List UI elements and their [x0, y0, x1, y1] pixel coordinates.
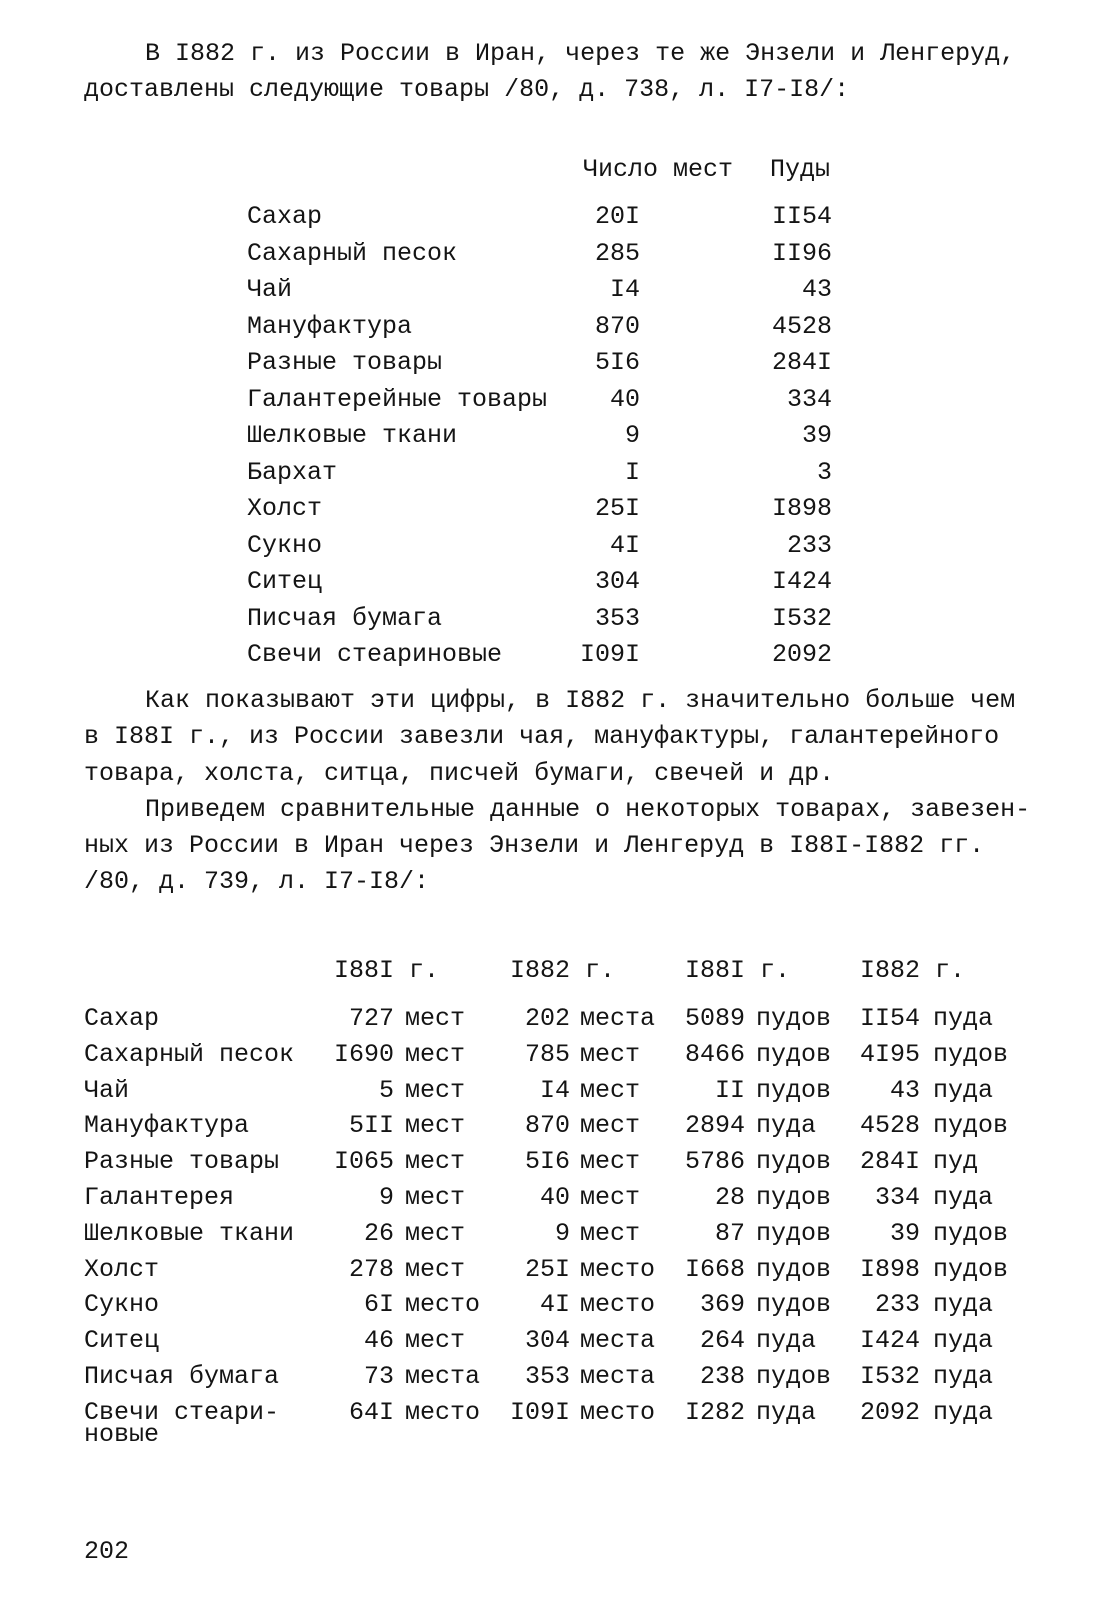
table-cell-number: I065: [333, 1147, 394, 1177]
table-cell-unit: пудов: [933, 1254, 1009, 1284]
table-cell-unit: мест: [580, 1111, 641, 1141]
table-cell-places: I: [624, 457, 640, 487]
table-cell-number: 369: [699, 1290, 745, 1320]
table-row-label: Холст: [84, 1254, 160, 1284]
table-cell-number: 4I: [539, 1290, 570, 1320]
paragraph-line: Приведем сравнительные данные о некоторых товарах, завезен-: [145, 795, 1031, 824]
table-cell-number: 8466: [684, 1039, 745, 1069]
table-row-label: Чай: [84, 1075, 130, 1105]
table-row-label-cont: новые: [84, 1419, 160, 1449]
page-number: 202: [84, 1537, 130, 1566]
table-cell-unit: место: [580, 1397, 656, 1427]
table-row-label: Сахар: [84, 1004, 160, 1033]
table-cell-places: I09I: [579, 640, 640, 669]
table-cell-unit: пудов: [756, 1290, 832, 1320]
table-cell-poods: I898: [771, 494, 832, 523]
table-cell-places: I4: [609, 275, 640, 304]
table-header: I88I г.: [334, 956, 440, 985]
table-cell-unit: пуда: [756, 1326, 817, 1356]
table-cell-number: 43: [889, 1075, 920, 1105]
table-cell-unit: мест: [580, 1218, 641, 1248]
table-row-label: Свечи стеари-: [84, 1397, 280, 1427]
table-cell-number: I424: [859, 1326, 920, 1356]
table-cell-unit: мест: [580, 1075, 641, 1105]
table-cell-number: 727: [348, 1004, 394, 1033]
table-cell-unit: пуда: [933, 1326, 994, 1356]
table-cell-poods: 233: [786, 530, 832, 560]
table-cell-places: 4I: [609, 530, 640, 560]
table-cell-number: 278: [348, 1254, 394, 1284]
table-cell-unit: места: [580, 1362, 656, 1391]
table-row-label: Писчая бумага: [84, 1362, 280, 1391]
table-cell-unit: мест: [405, 1004, 466, 1033]
table-cell-number: 2092: [859, 1397, 920, 1427]
paragraph-line: В I882 г. из России в Иран, через те же Энзели и Ленгеруд,: [145, 39, 1016, 68]
table-cell-number: 5089: [684, 1004, 745, 1033]
table-cell-poods: II96: [771, 238, 832, 268]
table-row-label: Разные товары: [247, 348, 443, 377]
table-cell-number: 26: [363, 1218, 394, 1248]
table-header: I88I г.: [685, 956, 791, 985]
table-row-label: Писчая бумага: [247, 603, 443, 633]
table-cell-unit: пудов: [756, 1362, 832, 1391]
table-cell-number: 238: [699, 1362, 745, 1391]
table-cell-number: 4528: [859, 1111, 920, 1141]
table-cell-unit: мест: [405, 1326, 466, 1356]
table-row-label: Сукно: [84, 1290, 160, 1320]
table-header: Пуды: [770, 155, 831, 184]
table-cell-unit: мест: [405, 1111, 466, 1141]
table-cell-number: 87: [714, 1218, 745, 1248]
table-row-label: Сахарный песок: [247, 238, 458, 268]
table-cell-unit: пудов: [756, 1147, 832, 1177]
table-cell-number: I282: [684, 1397, 745, 1427]
table-row-label: Шелковые ткани: [247, 421, 458, 450]
table-header: I882 г.: [860, 956, 966, 985]
table-header: Число мест: [583, 155, 734, 184]
table-cell-unit: пудов: [933, 1218, 1009, 1248]
paragraph-line: доставлены следующие товары /80, д. 738, л. I7-I8/:: [84, 75, 850, 104]
table-cell-unit: пуда: [933, 1183, 994, 1212]
table-cell-unit: мест: [405, 1218, 466, 1248]
table-cell-unit: место: [580, 1254, 656, 1284]
table-cell-poods: 43: [801, 275, 832, 304]
table-cell-number: 5: [378, 1075, 394, 1105]
table-cell-number: 2894: [684, 1111, 745, 1141]
table-row-label: Холст: [247, 494, 323, 523]
table-cell-number: 233: [874, 1290, 920, 1320]
table-cell-unit: пудов: [933, 1111, 1009, 1141]
paragraph-line: ных из России в Иран через Энзели и Ленгеруд в I88I-I882 гг.: [84, 831, 985, 860]
table-cell-number: 785: [524, 1039, 570, 1069]
table-row-label: Галантерея: [84, 1183, 235, 1212]
table-cell-poods: 334: [786, 384, 832, 414]
table-cell-number: 40: [539, 1183, 570, 1212]
paragraph-line: товара, холста, ситца, писчей бумаги, свечей и др.: [84, 759, 835, 788]
table-cell-poods: 2092: [771, 640, 832, 669]
table-cell-poods: 284I: [771, 348, 832, 377]
table-cell-places: 5I6: [594, 348, 640, 377]
table-cell-number: 46: [363, 1326, 394, 1356]
table-row-label: Сукно: [247, 530, 323, 560]
table-cell-number: 9: [554, 1218, 570, 1248]
table-cell-number: I898: [859, 1254, 920, 1284]
table-cell-places: 870: [594, 311, 640, 341]
table-cell-unit: пудов: [756, 1218, 832, 1248]
table-row-label: Мануфактура: [247, 311, 413, 341]
table-cell-number: 25I: [524, 1254, 570, 1284]
table-cell-number: 202: [524, 1004, 570, 1033]
table-cell-number: I668: [684, 1254, 745, 1284]
table-row-label: Ситец: [84, 1326, 160, 1356]
table-cell-places: 25I: [594, 494, 640, 523]
table-cell-unit: мест: [580, 1183, 641, 1212]
table-cell-number: 304: [524, 1326, 570, 1356]
table-cell-unit: пуда: [756, 1111, 817, 1141]
table-cell-number: 5II: [348, 1111, 394, 1141]
table-cell-unit: пуда: [933, 1290, 994, 1320]
table-cell-unit: места: [405, 1362, 481, 1391]
table-cell-number: 353: [524, 1362, 570, 1391]
table-cell-number: II: [714, 1075, 745, 1105]
table-cell-poods: 4528: [771, 311, 832, 341]
table-cell-number: 870: [524, 1111, 570, 1141]
table-row-label: Сахар: [247, 202, 323, 231]
table-cell-poods: I424: [771, 567, 832, 596]
table-cell-unit: пуда: [933, 1075, 994, 1105]
table-cell-number: 5786: [684, 1147, 745, 1177]
table-cell-unit: мест: [405, 1183, 466, 1212]
table-cell-unit: пудов: [756, 1039, 832, 1069]
table-cell-number: I09I: [509, 1397, 570, 1427]
table-cell-unit: мест: [580, 1147, 641, 1177]
table-header: I882 г.: [510, 956, 616, 985]
table-cell-number: I690: [333, 1039, 394, 1069]
table-row-label: Свечи стеариновые: [247, 640, 503, 669]
table-cell-unit: место: [405, 1290, 481, 1320]
table-cell-unit: пуда: [756, 1397, 817, 1427]
table-cell-unit: место: [405, 1397, 481, 1427]
table-cell-number: 6I: [363, 1290, 394, 1320]
table-cell-number: 73: [363, 1362, 394, 1391]
table-cell-number: 4I95: [859, 1039, 920, 1069]
table-cell-poods: II54: [771, 202, 832, 231]
table-cell-number: 9: [378, 1183, 394, 1212]
table-cell-unit: пуда: [933, 1004, 994, 1033]
paragraph-line: в I88I г., из России завезли чая, мануфактуры, галантерейного: [84, 722, 1000, 751]
table-cell-unit: места: [580, 1004, 656, 1033]
table-cell-poods: 39: [801, 421, 832, 450]
table-row-label: Сахарный песок: [84, 1039, 295, 1069]
table-cell-unit: мест: [405, 1254, 466, 1284]
table-cell-unit: пудов: [756, 1075, 832, 1105]
table-cell-unit: пуд: [933, 1147, 979, 1177]
table-cell-number: 5I6: [524, 1147, 570, 1177]
table-cell-unit: мест: [580, 1039, 641, 1069]
table-row-label: Ситец: [247, 567, 323, 596]
table-cell-poods: I532: [771, 603, 832, 633]
table-cell-number: 284I: [859, 1147, 920, 1177]
table-cell-number: I532: [859, 1362, 920, 1391]
table-cell-places: 40: [609, 384, 640, 414]
table-cell-places: 20I: [594, 202, 640, 231]
table-row-label: Разные товары: [84, 1147, 280, 1177]
table-cell-number: I4: [539, 1075, 570, 1105]
table-row-label: Шелковые ткани: [84, 1218, 295, 1248]
table-cell-places: 304: [594, 567, 640, 596]
table-cell-number: 334: [874, 1183, 920, 1212]
table-cell-poods: 3: [816, 457, 832, 487]
table-cell-number: 28: [714, 1183, 745, 1212]
table-cell-unit: пуда: [933, 1362, 994, 1391]
paragraph-line: Как показывают эти цифры, в I882 г. значительно больше чем: [145, 686, 1016, 715]
table-cell-unit: места: [580, 1326, 656, 1356]
table-cell-unit: место: [580, 1290, 656, 1320]
table-cell-number: 39: [889, 1218, 920, 1248]
table-cell-number: II54: [859, 1004, 920, 1033]
table-row-label: Галантерейные товары: [247, 384, 548, 414]
table-cell-unit: пуда: [933, 1397, 994, 1427]
table-row-label: Бархат: [247, 457, 338, 487]
table-cell-places: 353: [594, 603, 640, 633]
table-cell-unit: пудов: [756, 1183, 832, 1212]
table-cell-number: 64I: [348, 1397, 394, 1427]
table-cell-places: 9: [624, 421, 640, 450]
table-cell-unit: мест: [405, 1039, 466, 1069]
paragraph-line: /80, д. 739, л. I7-I8/:: [84, 867, 430, 896]
table-cell-number: 264: [699, 1326, 745, 1356]
table-cell-unit: мест: [405, 1075, 466, 1105]
table-cell-places: 285: [594, 238, 640, 268]
table-cell-unit: пудов: [756, 1004, 832, 1033]
table-row-label: Чай: [247, 275, 293, 304]
table-cell-unit: пудов: [756, 1254, 832, 1284]
table-cell-unit: мест: [405, 1147, 466, 1177]
table-cell-unit: пудов: [933, 1039, 1009, 1069]
table-row-label: Мануфактура: [84, 1111, 250, 1141]
